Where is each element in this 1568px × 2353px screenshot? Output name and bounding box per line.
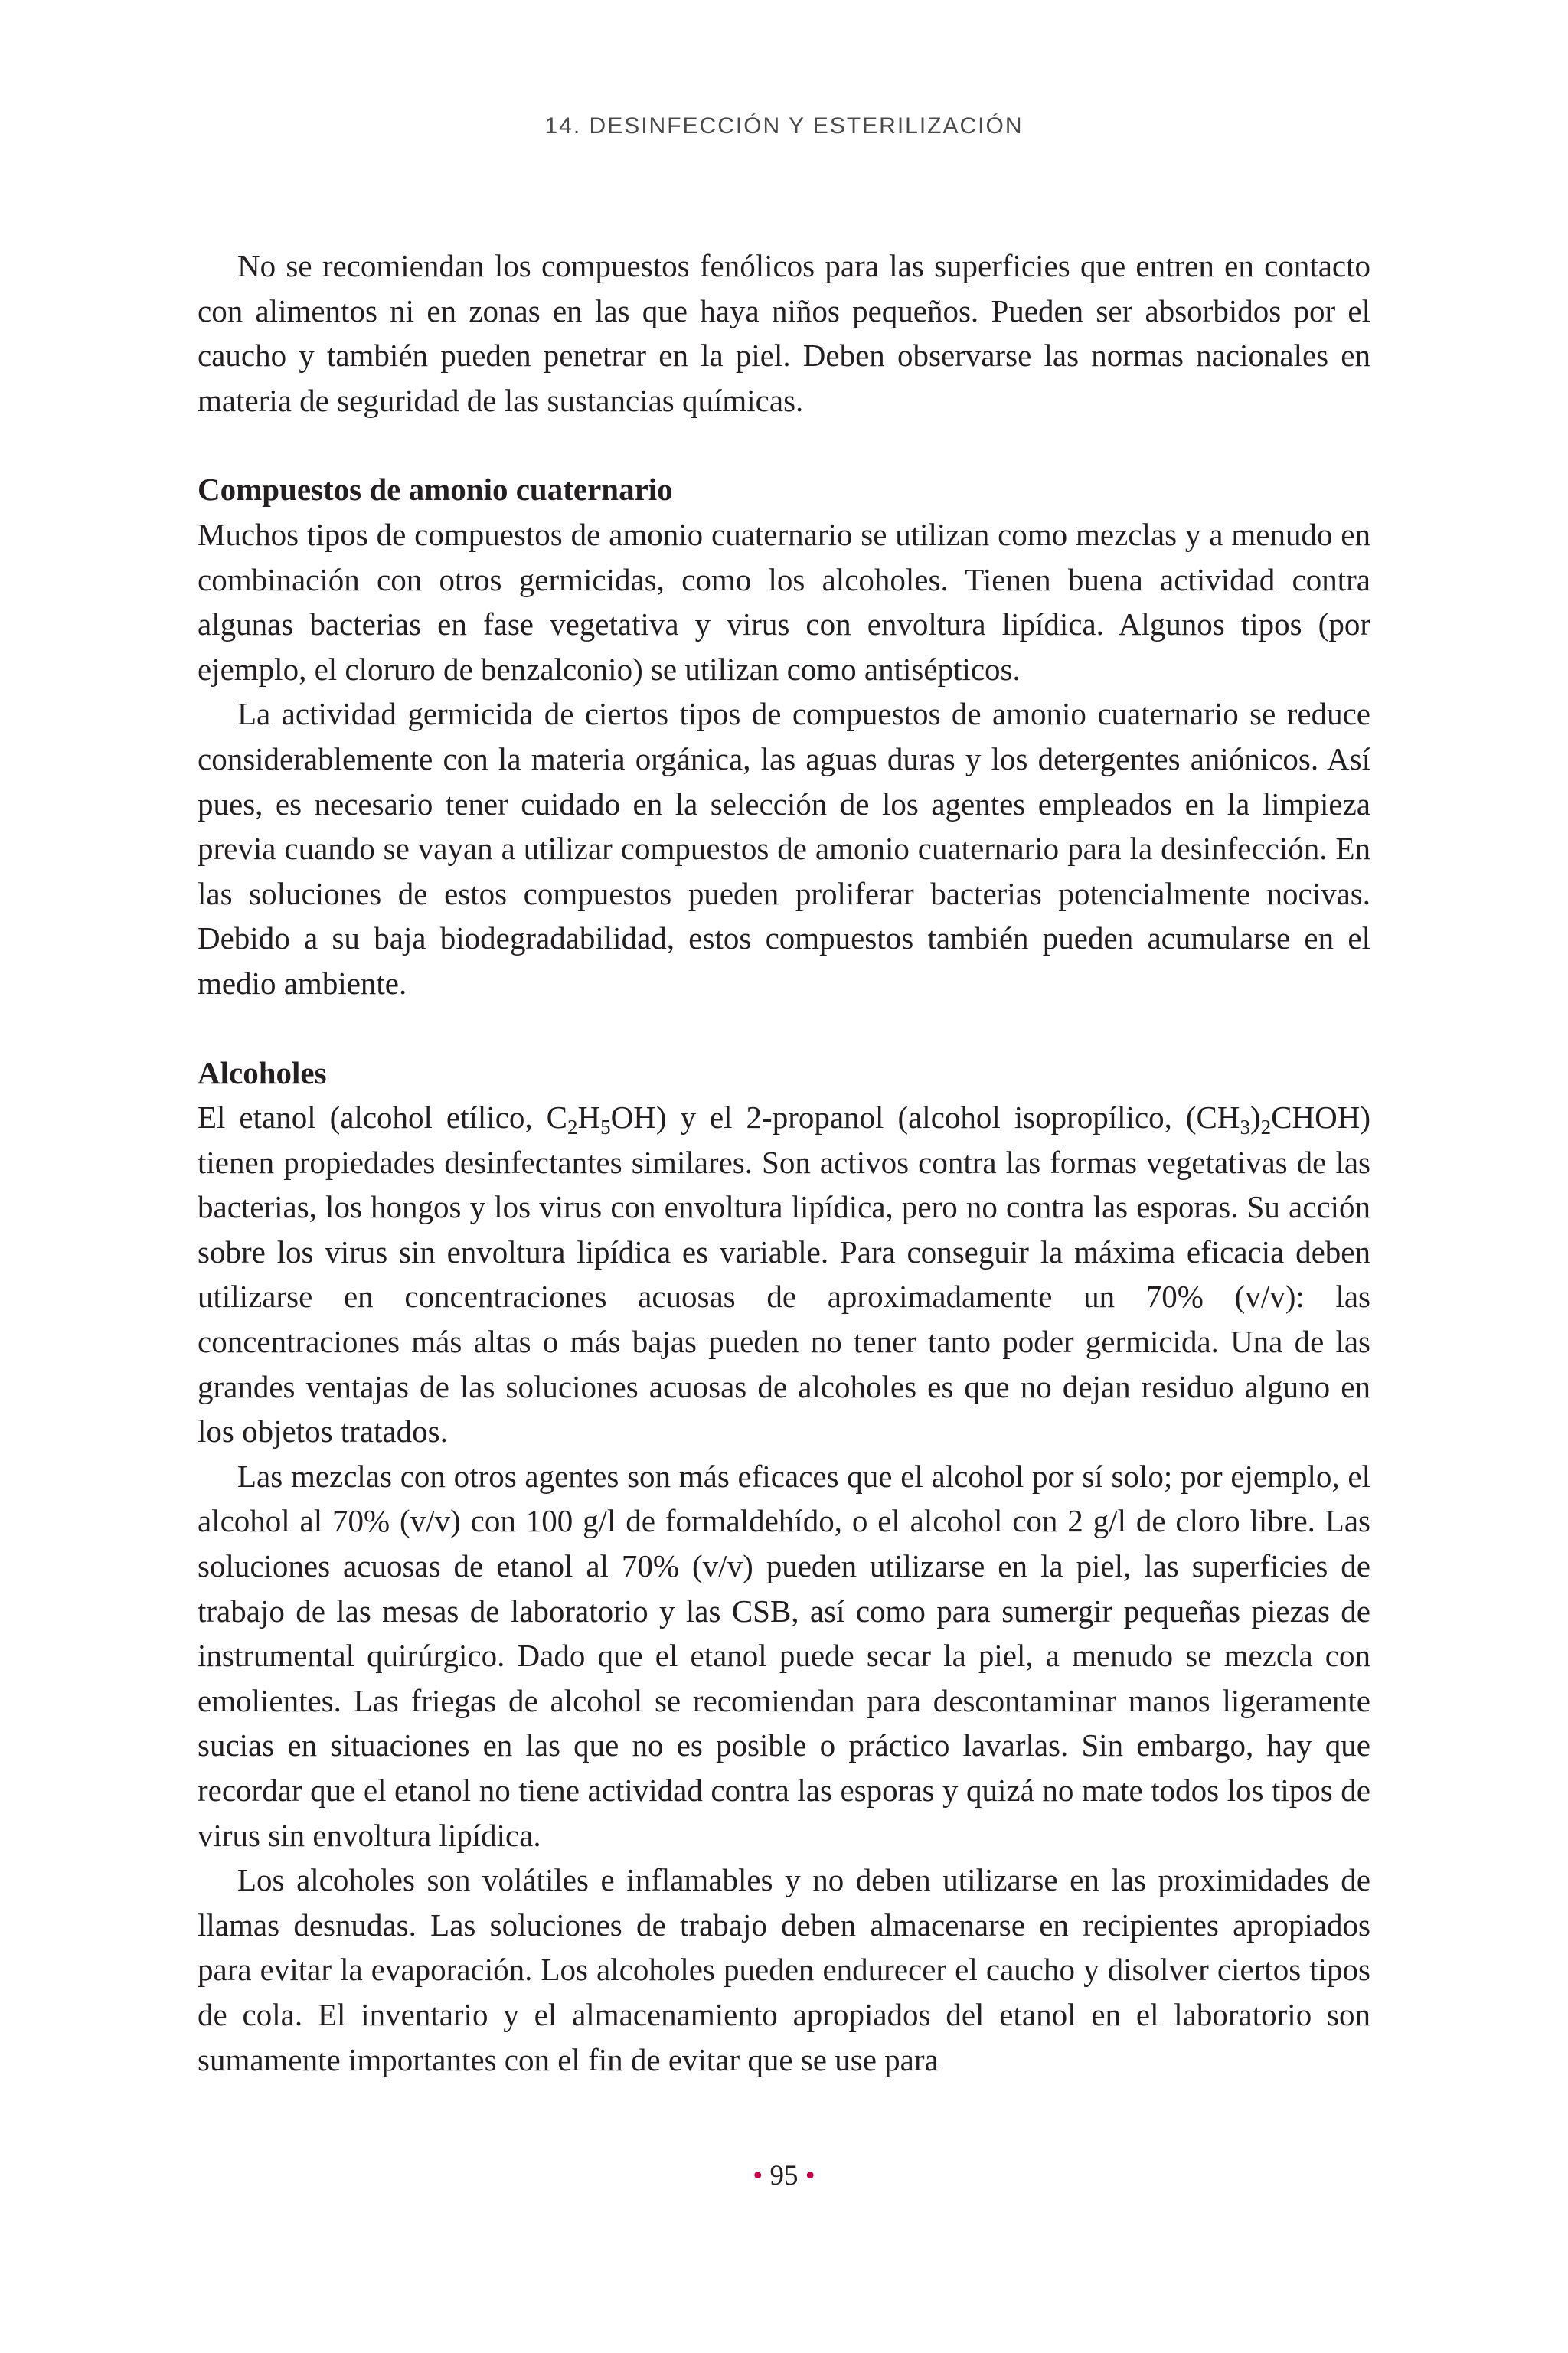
paragraph-phenolics: No se recomiendan los compuestos fenólicos para las superficies que entren en contacto con alimentos ni en zonas en las que haya niños pequeños. Pueden ser absorbidos por el caucho y también pueden penetrar en la piel. Deben observarse las normas nacionales en materia de seguridad de las sustancias químicas. <box>198 248 1370 418</box>
paragraph-alcohols-2: Las mezclas con otros agentes son más eficaces que el alcohol por sí solo; por ejemplo, el alcohol al 70% (v/v) con 100 g/l de formaldehído, o el alcohol con 2 g/l de cloro libre. Las soluciones acuosas de etanol al 70% (v/v) pueden utilizarse en la piel, las superficies de trabajo de las mesas de laboratorio y las CSB, así como para sumergir pequeñas piezas de instrumental quirúrgico. Dado que el etanol puede secar la piel, a menudo se mezcla con emolientes. Las friegas de alcohol se recomiendan para descontaminar manos ligeramente sucias en situaciones en las que no es posible o práctico lavarlas. Sin embargo, hay que recordar que el etanol no tiene actividad contra las esporas y quizá no mate todos los tipos de virus sin envoltura lipídica. <box>198 1458 1370 1853</box>
text-run: El etanol (alcohol etílico, <box>198 1100 547 1136</box>
text-run: ) tienen propiedades desinfectantes similares. Son activos contra las formas vegetativas de las bacterias, los hongos y los virus con envoltura lipídica, pero no contra las esporas. Su acción sobre los virus sin envoltura lipídica es variable. Para conseguir la máxima eficacia deben utilizarse en concentraciones acuosas de aproximadamente un 70% (v/v): las concentraciones más altas o más bajas pueden no tener tanto poder germicida. Una de las grandes ventajas de las soluciones acuosas de alcoholes es que no dejan residuo alguno en los objetos tratados. <box>198 1100 1370 1449</box>
ethanol-formula: $C_2H_5OH$ <box>546 1100 656 1139</box>
section-heading-quaternary: Compuestos de amonio cuaternario <box>198 472 673 508</box>
page-number-value: 95 <box>769 2160 799 2191</box>
paragraph-quaternary-2: La actividad germicida de ciertos tipos de compuestos de amonio cuaternario se reduce considerablemente con la materia orgánica, las aguas duras y los detergentes aniónicos. Así pues, es necesario tener cuidado en la selección de los agentes empleados en la limpieza previa cuando se vayan a utilizar compuestos de amonio cuaternario para la desinfección. En las soluciones de estos compuestos pueden proliferar bacterias potencialmente nocivas. Debido a su baja biodegradabilidad, estos compuestos también pueden acumularse en el medio ambiente. <box>198 696 1370 1001</box>
page-number <box>0 2159 1568 2192</box>
section-heading-alcohols: Alcoholes <box>198 1054 327 1090</box>
running-header: 14. DESINFECCIÓN Y ESTERILIZACIÓN <box>544 113 1024 139</box>
paragraph-alcohols-1 <box>198 1095 1370 1454</box>
paragraph-quaternary-1: Muchos tipos de compuestos de amonio cuaternario se utilizan como mezclas y a menudo en combinación con otros germicidas, como los alcoholes. Tienen buena actividad contra algunas bacterias en fase vegetativa y virus con envoltura lipídica. Algunos tipos (por ejemplo, el cloruro de benzalconio) se utilizan como antisépticos. <box>198 516 1370 687</box>
text-run: ) y el 2-propanol (alcohol isopropílico, <box>655 1100 1186 1136</box>
paragraph-alcohols-3: Los alcoholes son volátiles e inflamables y no deben utilizarse en las proximidades de llamas desnudas. Las soluciones de trabajo deben almacenarse en recipientes apropiados para evitar la evaporación. Los alcoholes pueden endurecer el caucho y disolver ciertos tipos de cola. El inventario y el almacenamiento apropiados del etanol en el laboratorio son sumamente importantes con el fin de evitar que se use para <box>198 1862 1370 2077</box>
bullet-right: • <box>805 2160 815 2191</box>
bullet-left: • <box>753 2160 763 2191</box>
isopropanol-formula: $(CH_3)_2CHOH$ <box>1185 1100 1361 1139</box>
body-text <box>198 243 1370 2082</box>
